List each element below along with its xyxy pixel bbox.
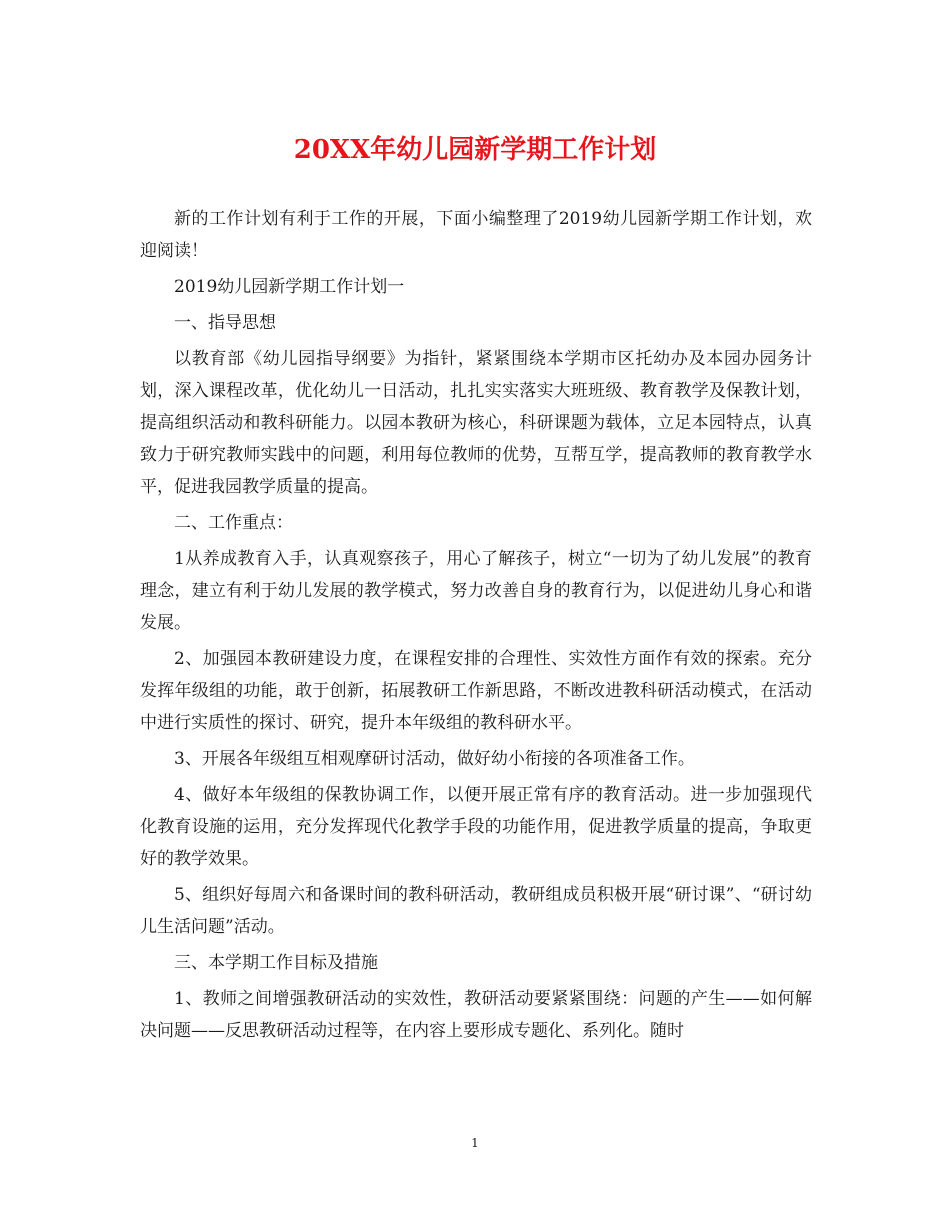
document-body [140,203,812,1051]
section-heading-guiding-ideas: 一、指导思想 [174,313,276,333]
section-heading-goals: 三、本学期工作目标及措施 [174,953,378,973]
paragraph-focus-3: 3、开展各年级组互相观摩研讨活动，做好幼小衔接的各项准备工作。 [174,749,695,769]
paragraph-subtitle: 2019幼儿园新学期工作计划一 [174,277,405,297]
section-heading-work-focus: 二、工作重点： [174,513,293,533]
paragraph-focus-2: 2、加强园本教研建设力度，在课程安排的合理性、实效性方面作有效的探索。充分发挥年级组的功能，敢于创新，拓展教研工作新思路，不断改进教科研活动模式，在活动中进行实质性的探讨、研究，提升本年级组的教科研水平。 [140,649,812,733]
paragraph-focus-4: 4、做好本年级组的保教协调工作，以便开展正常有序的教育活动。进一步加强现代化教育设施的运用，充分发挥现代化教学手段的功能作用，促进教学质量的提高，争取更好的教学效果。 [140,785,812,869]
paragraph-focus-5: 5、组织好每周六和备课时间的教科研活动，教研组成员积极开展“研讨课”、“研讨幼儿生活问题”活动。 [140,885,812,937]
page-title: 20XX年幼儿园新学期工作计划 [293,135,657,165]
paragraph-intro: 新的工作计划有利于工作的开展，下面小编整理了2019幼儿园新学期工作计划，欢迎阅读！ [140,209,812,261]
paragraph-guiding-ideas: 以教育部《幼儿园指导纲要》为指针，紧紧围绕本学期市区托幼办及本园办园务计划，深入课程改革，优化幼儿一日活动，扎扎实实落实大班班级、教育教学及保教计划，提高组织活动和教科研能力。以园本教研为核心，科研课题为载体，立足本园特点，认真致力于研究教师实践中的问题，利用每位教师的优势，互帮互学，提高教师的教育教学水平，促进我园教学质量的提高。 [140,349,812,497]
paragraph-focus-1: 1从养成教育入手，认真观察孩子，用心了解孩子，树立“一切为了幼儿发展”的教育理念，建立有利于幼儿发展的教学模式，努力改善自身的教育行为，以促进幼儿身心和谐发展。 [140,549,812,633]
page-number: 1 [471,1136,479,1150]
paragraph-goals-1: 1、教师之间增强教研活动的实效性，教研活动要紧紧围绕：问题的产生——如何解决问题——反思教研活动过程等，在内容上要形成专题化、系列化。随时 [140,989,812,1041]
